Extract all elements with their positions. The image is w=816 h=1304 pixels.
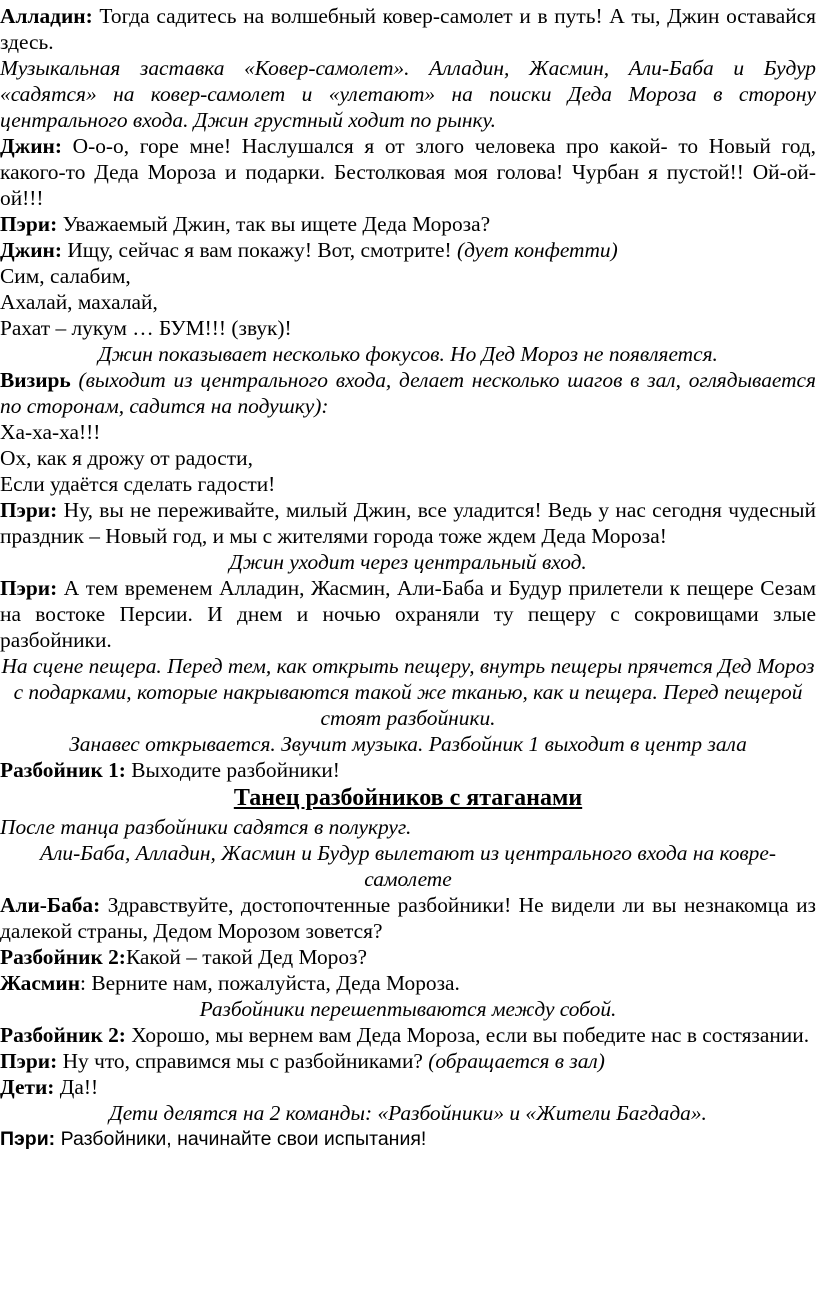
dialogue-line bbox=[0, 497, 816, 549]
line-text: Разбойники, начинайте свои испытания! bbox=[55, 1128, 427, 1150]
speaker-name: Пэри: bbox=[0, 1128, 56, 1150]
stage-direction: Разбойники перешептываются между собой. bbox=[199, 997, 617, 1021]
speaker-name: Дети: bbox=[0, 1075, 55, 1099]
speaker-name: Алладин: bbox=[0, 4, 93, 28]
line-text: Ищу, сейчас я вам покажу! Вот, смотрите! bbox=[62, 238, 457, 262]
speaker-name: Пэри: bbox=[0, 498, 58, 522]
dialogue-line bbox=[0, 757, 816, 783]
speaker-name: Визирь bbox=[0, 368, 71, 392]
dialogue-line bbox=[0, 1074, 816, 1100]
dialogue-line bbox=[0, 944, 816, 970]
speaker-name: Разбойник 2: bbox=[0, 1023, 126, 1047]
line-text: Ну что, справимся мы с разбойниками? bbox=[57, 1049, 429, 1073]
speaker-name: Разбойник 1: bbox=[0, 758, 126, 782]
aside-text: (дует конфетти) bbox=[456, 238, 618, 262]
verse-line: Ох, как я дрожу от радости, bbox=[0, 446, 253, 470]
verse-line: Если удаётся сделать гадости! bbox=[0, 472, 276, 496]
line-text: : Верните нам, пожалуйста, Деда Мороза. bbox=[80, 971, 460, 995]
dialogue-line bbox=[0, 3, 816, 55]
aside-text: (обращается в зал) bbox=[428, 1049, 605, 1073]
stage-direction: Джин уходит через центральный вход. bbox=[229, 550, 587, 574]
aside-text: (выходит из центрального входа, делает несколько шагов в зал, оглядывается по сторонам, садится на подушку): bbox=[0, 368, 816, 418]
line-text: А тем временем Алладин, Жасмин, Али-Баба и Будур прилетели к пещере Сезам на востоке Персии. И днем и ночью охраняли ту пещеру с сокровищами злые разбойники. bbox=[0, 576, 816, 652]
dialogue-line bbox=[0, 1048, 816, 1074]
verse-line: Ахалай, махалай, bbox=[0, 290, 158, 314]
line-text: О-о-о, горе мне! Наслушался я от злого человека про какой- то Новый год, какого-то Деда Мороза и подарки. Бестолковая моя голова! Чурбан я пустой!! Ой-ой-ой!!! bbox=[0, 134, 816, 210]
section-heading: Танец разбойников с ятаганами bbox=[233, 785, 583, 811]
line-text: Тогда садитесь на волшебный ковер-самолет и в путь! А ты, Джин оставайся здесь. bbox=[0, 4, 816, 54]
line-text: Да!! bbox=[54, 1075, 99, 1099]
speaker-name: Джин: bbox=[0, 134, 62, 158]
stage-direction: Занавес открывается. Звучит музыка. Разбойник 1 выходит в центр зала bbox=[69, 732, 747, 756]
line-text: Хорошо, мы вернем вам Деда Мороза, если вы победите нас в состязании. bbox=[125, 1023, 810, 1047]
speaker-name: Джин: bbox=[0, 238, 62, 262]
speaker-name: Жасмин bbox=[0, 971, 81, 995]
dialogue-line bbox=[0, 237, 816, 263]
line-text: Ну, вы не переживайте, милый Джин, все уладится! Ведь у нас сегодня чудесный праздник – Новый год, и мы с жителями города тоже ждем Деда Мороза! bbox=[0, 498, 816, 548]
stage-direction: На сцене пещера. Перед тем, как открыть пещеру, внутрь пещеры прячется Дед Мороз с подарками, которые накрываются такой же тканью, как и пещера. Перед пещерой стоят разбойники. bbox=[1, 654, 815, 730]
line-text: Какой – такой Дед Мороз? bbox=[125, 945, 367, 969]
dialogue-line bbox=[0, 970, 816, 996]
line-text: Здравствуйте, достопочтенные разбойники! Не видели ли вы незнакомца из далекой страны, Дедом Морозом зовется? bbox=[0, 893, 816, 943]
dialogue-line bbox=[0, 211, 816, 237]
dialogue-line bbox=[0, 892, 816, 944]
dialogue-line bbox=[0, 367, 816, 419]
stage-direction: Дети делятся на 2 команды: «Разбойники» и «Жители Багдада». bbox=[109, 1101, 707, 1125]
stage-direction: После танца разбойники садятся в полукруг. bbox=[0, 815, 412, 839]
dialogue-line bbox=[0, 1022, 816, 1048]
stage-direction: Музыкальная заставка «Ковер-самолет». Алладин, Жасмин, Али-Баба и Будур «садятся» на ковер-самолет и «улетают» на поиски Деда Мороза в сторону центрального входа. Джин грустный ходит по рынку. bbox=[0, 56, 816, 132]
speaker-name: Али-Баба: bbox=[0, 893, 101, 917]
verse-line: Ха-ха-ха!!! bbox=[0, 420, 101, 444]
speaker-name: Пэри: bbox=[0, 1049, 58, 1073]
line-text: Уважаемый Джин, так вы ищете Деда Мороза? bbox=[57, 212, 491, 236]
speaker-name: Пэри: bbox=[0, 212, 58, 236]
dialogue-line bbox=[0, 1126, 816, 1152]
speaker-name: Разбойник 2: bbox=[0, 945, 126, 969]
line-text: Выходите разбойники! bbox=[125, 758, 340, 782]
speaker-name: Пэри: bbox=[0, 576, 58, 600]
dialogue-line bbox=[0, 575, 816, 653]
stage-direction: Али-Баба, Алладин, Жасмин и Будур вылетают из центрального входа на ковре-самолете bbox=[40, 841, 776, 891]
verse-line: Сим, салабим, bbox=[0, 264, 131, 288]
verse-line: Рахат – лукум … БУМ!!! (звук)! bbox=[0, 316, 292, 340]
stage-direction: Джин показывает несколько фокусов. Но Дед Мороз не появляется. bbox=[98, 342, 718, 366]
dialogue-line bbox=[0, 133, 816, 211]
